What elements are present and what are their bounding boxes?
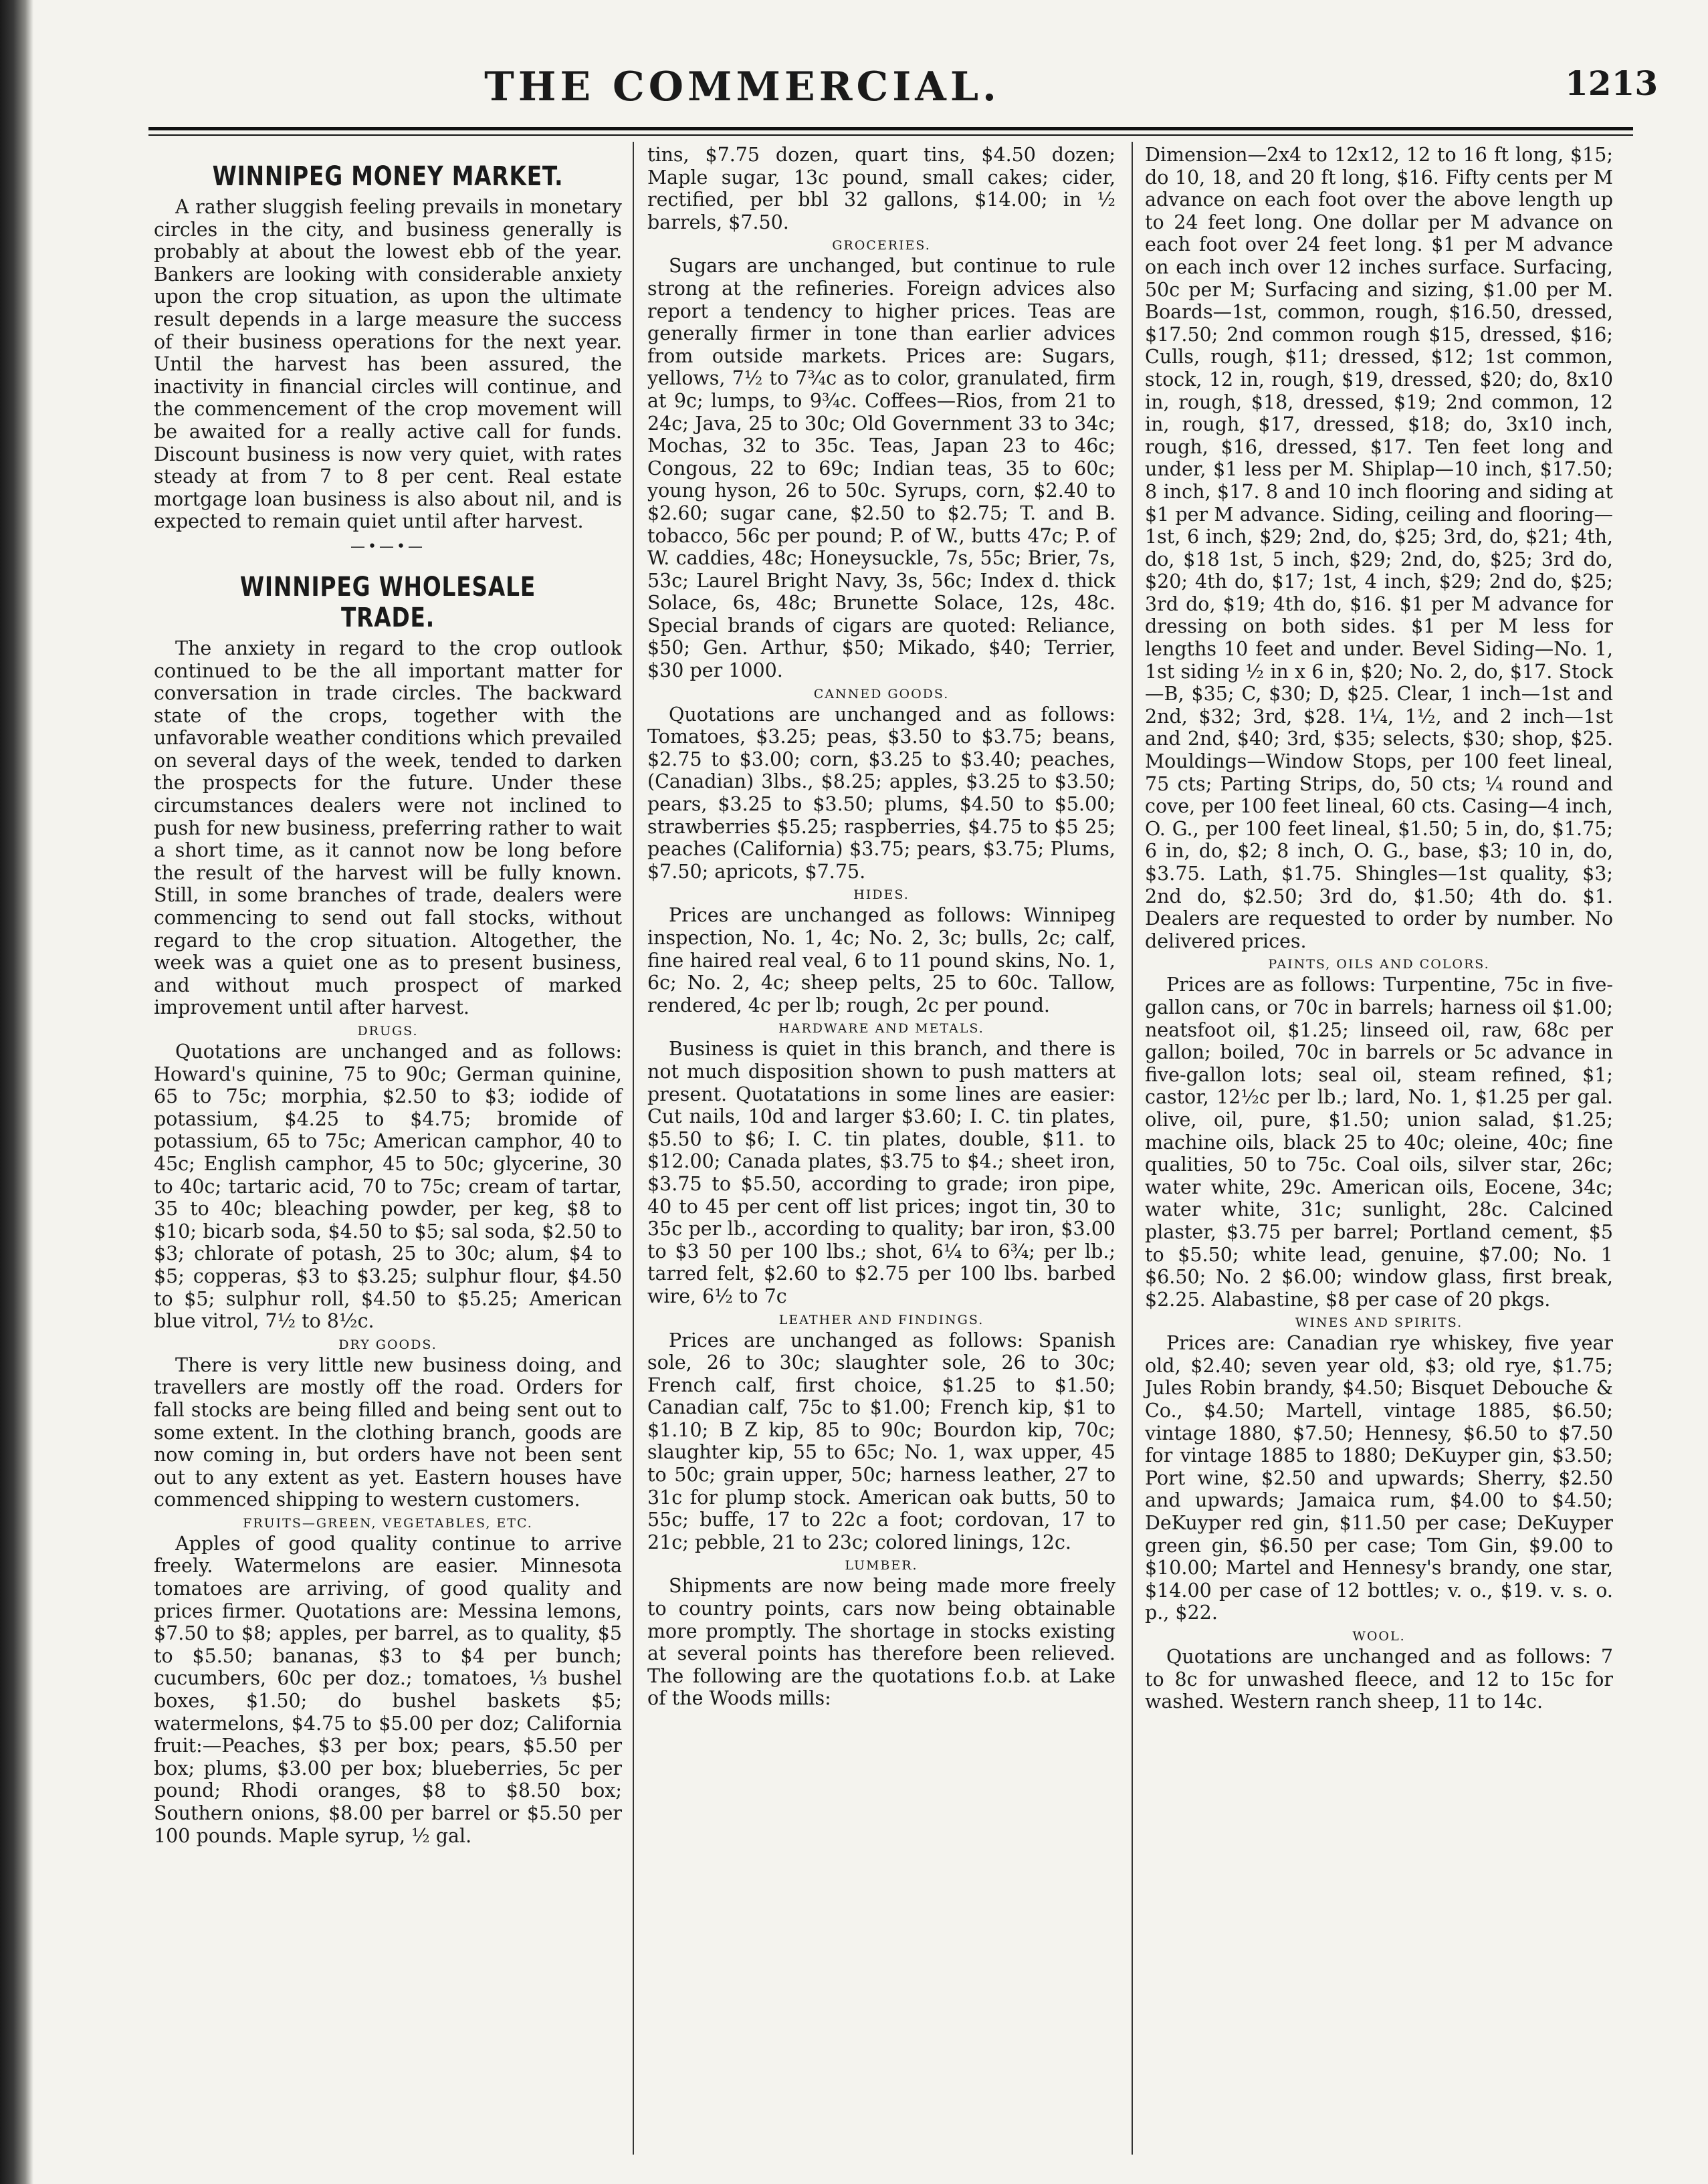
- hides-text: Prices are unchanged as follows: Winnipeg inspection, No. 1, 4c; No. 2, 3c; bulls, 2c; calf, fine haired real veal, 6 to 11 pound skins, No. 1, 6c; No. 2, 4c; sheep pelts, 25 to 60c. Tallow, rendered, 4c per lb; rough, 2c per pound.: [647, 904, 1115, 1016]
- wholesale-trade-text: The anxiety in regard to the crop outlook continued to be the all important matter for conversation in trade circles. The backward state of the crops, together with the unfavorable weather conditions which prevailed on several days of the week, tended to darken the prospects for the future. Under these circumstances dealers were not inclined to push for new business, preferring rather to wait a short time, as it cannot now be long before the result of the harvest will be fully known. Still, in some branches of trade, dealers were commencing to send out fall stocks, without regard to the crop situation. Altogether, the week was a quiet one as to present business, and without much prospect of marked improvement until after harvest.: [154, 637, 622, 1019]
- leather-text: Prices are unchanged as follows: Spanish sole, 26 to 30c; slaughter sole, 26 to 30c; French calf, first choice, $1.25 to $1.50; Canadian calf, 75c to $1.00; French kip, $1 to $1.10; B Z kip, 85 to 90c; Bourdon kip, 70c; slaughter kip, 55 to 65c; No. 1, wax upper, 45 to 50c; grain upper, 50c; harness leather, 27 to 31c for plump stock. American oak butts, 50 to 55c; buffe, 17 to 22c a foot; cordovan, 17 to 21c; pebble, 21 to 23c; colored linings, 12c.: [647, 1329, 1115, 1553]
- groceries-text: Sugars are unchanged, but continue to rule strong at the refineries. Foreign advices also report a tendency to higher prices. Teas are generally firmer in tone than earlier advices from outside markets. Prices are: Sugars, yellows, 7½ to 7¾c as to color, granulated, firm at 9c; lumps, to 9¾c. Coffees—Rios, from 21 to 24c; Java, 25 to 30c; Old Government 33 to 34c; Mochas, 32 to 35c. Teas, Japan 23 to 46c; Congous, 22 to 69c; Indian teas, 35 to 60c; young hyson, 26 to 50c. Syrups, corn, $2.40 to $2.60; sugar cane, $2.50 to $2.75; T. and B. tobacco, 56c per pound; P. of W., butts 47c; P. of W. caddies, 48c; Honeysuckle, 7s, 55c; Brier, 7s, 53c; Laurel Bright Navy, 3s, 56c; Index d. thick Solace, 6s, 48c; Brunette Solace, 12s, 48c. Special brands of cigars are quoted: Reliance, $50; Gen. Arthur, $50; Mikado, $40; Terrier, $30 per 1000.: [647, 255, 1115, 682]
- syrup-continued-text: tins, $7.75 dozen, quart tins, $4.50 dozen; Maple sugar, 13c pound, small cakes; cider, rectified, per bbl 32 gallons, $14.00; in ½ barrels, $7.50.: [647, 144, 1115, 233]
- drugs-text: Quotations are unchanged and as follows: Howard's quinine, 75 to 90c; German quinine, 65 to 75c; morphia, $2.50 to $3; iodide of potassium, $4.25 to $4.75; bromide of potassium, 65 to 75c; American camphor, 40 to 45c; English camphor, 45 to 50c; glycerine, 30 to 40c; tartaric acid, 70 to 75c; cream of tartar, 35 to 40c; bleaching powder, per keg, $8 to $10; bicarb soda, $4.50 to $5; sal soda, $2.50 to $3; chlorate of potash, 25 to 30c; alum, $4 to $5; copperas, $3 to $3.25; sulphur flour, $4.50 to $5; sulphur roll, $4.50 to $5.25; American blue vitrol, 7½ to 8½c.: [154, 1041, 622, 1333]
- hardware-heading: HARDWARE AND METALS.: [778, 1021, 984, 1036]
- fruits-heading: FRUITS—GREEN, VEGETABLES, ETC.: [243, 1515, 533, 1531]
- dry-goods-heading: DRY GOODS.: [338, 1337, 437, 1352]
- wool-heading: WOOL.: [1352, 1629, 1406, 1644]
- wholesale-trade-heading: WINNIPEG WHOLESALE TRADE.: [239, 571, 536, 633]
- lumber-text: Shipments are now being made more freely to country points, cars now being obtainable more promptly. The shortage in stocks existing at several points has therefore been relieved. The following are the quotations f.o.b. at Lake of the Woods mills:: [647, 1575, 1115, 1710]
- paints-heading: PAINTS, OILS AND COLORS.: [1268, 957, 1490, 972]
- groceries-heading: GROCERIES.: [832, 238, 931, 253]
- section-divider: —•—•—: [350, 538, 425, 555]
- column-divider-1: [633, 142, 634, 2155]
- wool-text: Quotations are unchanged and as follows: 7 to 8c for unwashed fleece, and 12 to 15c for washed. Western ranch sheep, 11 to 14c.: [1145, 1646, 1613, 1713]
- lumber-heading: LUMBER.: [845, 1558, 918, 1573]
- wines-heading: WINES AND SPIRITS.: [1295, 1315, 1463, 1331]
- column-3: [1145, 144, 1613, 1713]
- column-1: [154, 144, 622, 1847]
- paints-text: Prices are as follows: Turpentine, 75c in five-gallon cans, or 70c in barrels; harness oil $1.00; neatsfoot oil, $1.25; linseed oil, raw, 68c per gallon; boiled, 70c in barrels or 5c advance in five-gallon lots; seal oil, steam refined, $1; castor, 12½c per lb.; lard, No. 1, $1.25 per gal. olive, oil, pure, $1.50; union salad, $1.25; machine oils, black 25 to 40c; oleine, 40c; fine qualities, 50 to 75c. Coal oils, silver star, 26c; water white, 29c. American oils, Eocene, 34c; water white, 31c; sunlight, 28c. Calcined plaster, $3.75 per barrel; Portland cement, $5 to $5.50; white lead, genuine, $7.00; No. 1 $6.50; No. 2 $6.00; window glass, first break, $2.25. Alabastine, $8 per case of 20 pkgs.: [1145, 974, 1613, 1311]
- lumber-continued-text: Dimension—2x4 to 12x12, 12 to 16 ft long, $15; do 10, 18, and 20 ft long, $16. Fifty cents per M advance on each foot over the above length up to 24 feet long. One dollar per M advance on each foot over 24 feet long. $1 per M advance on each inch over 12 inches surface. Surfacing, 50c per M; Surfacing and sizing, $1.00 per M. Boards—1st, common, rough, $16.50, dressed, $17.50; 2nd common rough $15, dressed, $16; Culls, rough, $11; dressed, $12; 1st common, stock, 12 in, rough, $19, dressed, $20; do, 8x10 in, rough, $18, dressed, $19; 2nd common, 12 in, rough, $17, dressed, $18; do, 3x10 inch, rough, $16, dressed, $17. Ten feet long and under, $1 less per M. Shiplap—10 inch, $17.50; 8 inch, $17. 8 and 10 inch flooring and siding at $1 per M advance. Siding, ceiling and flooring—1st, 6 inch, $29; 2nd, do, $25; 3rd, do, $21; 4th, do, $18 1st, 5 inch, $29; 2nd, do, $25; 3rd do, $20; 4th do, $17; 1st, 4 inch, $29; 2nd do, $25; 3rd do, $19; 4th do, $16. $1 per M advance for dressing on both sides. $1 per M less for lengths 10 feet and under. Bevel Siding—No. 1, 1st siding ½ in x 6 in, $20; No. 2, do, $17. Stock—B, $35; C, $30; D, $25. Clear, 1 inch—1st and 2nd, $32; 3rd, $28. 1¼, 1½, and 2 inch—1st and 2nd, $40; 3rd, $35; selects, $30; shop, $25. Mouldings—Window Stops, per 100 feet lineal, 75 cts; Parting Strips, do, 50 cts; ¼ round and cove, per 100 feet lineal, 60 cts. Casing—4 inch, O. G., per 100 feet lineal, $1.50; 5 in, do, $1.75; 6 in, do, $2; 8 inch, O. G., base, $3; 10 in, do, $3.75. Lath, $1.75. Shingles—1st quality, $3; 2nd do, $2.50; 3rd do, $1.50; 4th do. $1. Dealers are requested to order by number. No delivered prices.: [1145, 144, 1613, 952]
- column-2: [647, 144, 1115, 1710]
- drugs-heading: DRUGS.: [357, 1024, 419, 1039]
- money-market-text: A rather sluggish feeling prevails in monetary circles in the city, and business generally is probably at about the lowest ebb of the year. Bankers are looking with considerable anxiety upon the crop situation, as upon the ultimate result depends in a large measure the success of their business operations for the next year. Until the harvest has been assured, the inactivity in financial circles will continue, and the commencement of the crop movement will be awaited for a really active call for funds. Discount business is now very quiet, with rates steady at from 7 to 8 per cent. Real estate mortgage loan business is also about nil, and is expected to remain quiet until after harvest.: [154, 196, 622, 533]
- page-binding-edge: [0, 0, 33, 2184]
- column-divider-2: [1132, 142, 1133, 2155]
- dry-goods-text: There is very little new business doing, and travellers are mostly off the road. Orders for fall stocks are being filled and being sent out to some extent. In the clothing branch, goods are now coming in, but orders have not been sent out to any extent as yet. Eastern houses have commenced shipping to western customers.: [154, 1353, 622, 1511]
- leather-heading: LEATHER AND FINDINGS.: [778, 1312, 984, 1327]
- page-number: 1213: [1565, 64, 1659, 103]
- canned-goods-heading: CANNED GOODS.: [813, 686, 950, 701]
- money-market-heading: WINNIPEG MONEY MARKET.: [212, 161, 564, 192]
- header-rule-thin: [148, 134, 1633, 136]
- hides-heading: HIDES.: [853, 887, 910, 903]
- fruits-text: Apples of good quality continue to arrive freely. Watermelons are easier. Minnesota tomatoes are arriving, of good quality and prices firmer. Quotations are: Messina lemons, $7.50 to $8; apples, per barrel, as to quality, $5 to $5.50; bananas, $3 to $4 per bunch; cucumbers, 60c per doz.; tomatoes, ⅓ bushel boxes, $1.50; do bushel baskets $5; watermelons, $4.75 to $5.00 per doz; California fruit:—Peaches, $3 per box; pears, $5.50 per box; plums, $3.00 per box; blueberries, 5c per pound; Rhodi oranges, $8 to $8.50 box; Southern onions, $8.00 per barrel or $5.50 per 100 pounds. Maple syrup, ½ gal.: [154, 1532, 622, 1847]
- wines-text: Prices are: Canadian rye whiskey, five year old, $2.40; seven year old, $3; old rye, $1.75; Jules Robin brandy, $4.50; Bisquet Debouche & Co., $4.50; Martell, vintage 1885, $6.50; vintage 1880, $7.50; Hennesy, $6.50 to $7.50 for vintage 1885 to 1880; DeKuyper gin, $3.50; Port wine, $2.50 and upwards; Sherry, $2.50 and upwards; Jamaica rum, $4.00 to $4.50; DeKuyper red gin, $11.50 per case; DeKuyper green gin, $6.50 per case; Tom Gin, $9.00 to $10.00; Martel and Hennesy's brandy, one star, $14.00 per case of 12 bottles; v. o., $19. v. s. o. p., $22.: [1145, 1332, 1613, 1624]
- hardware-text: Business is quiet in this branch, and there is not much disposition shown to push matters at present. Quotatations in some lines are easier: Cut nails, 10d and larger $3.60; I. C. tin plates, $5.50 to $6; I. C. tin plates, double, $11. to $12.00; Canada plates, $3.75 to $4.; sheet iron, $3.75 to $5.50, according to grade; iron pipe, 40 to 45 per cent off list prices; ingot tin, 30 to 35c per lb., according to quality; bar iron, $3.00 to $3 50 per 100 lbs.; shot, 6¼ to 6¾; per lb.; tarred felt, $2.60 to $2.75 per 100 lbs. barbed wire, 6½ to 7c: [647, 1038, 1115, 1307]
- masthead-title: THE COMMERCIAL.: [484, 64, 1000, 110]
- header-rule-thick: [148, 127, 1633, 130]
- canned-goods-text: Quotations are unchanged and as follows: Tomatoes, $3.25; peas, $3.50 to $3.75; beans, $2.75 to $3.00; corn, $3.25 to $3.40; peaches, (Canadian) 3lbs., $8.25; apples, $3.25 to $3.50; pears, $3.25 to $3.50; plums, $4.50 to $5.00; strawberries $5.25; raspberries, $4.75 to $5 25; peaches (California) $3.75; pears, $3.75; Plums, $7.50; apricots, $7.75.: [647, 703, 1115, 883]
